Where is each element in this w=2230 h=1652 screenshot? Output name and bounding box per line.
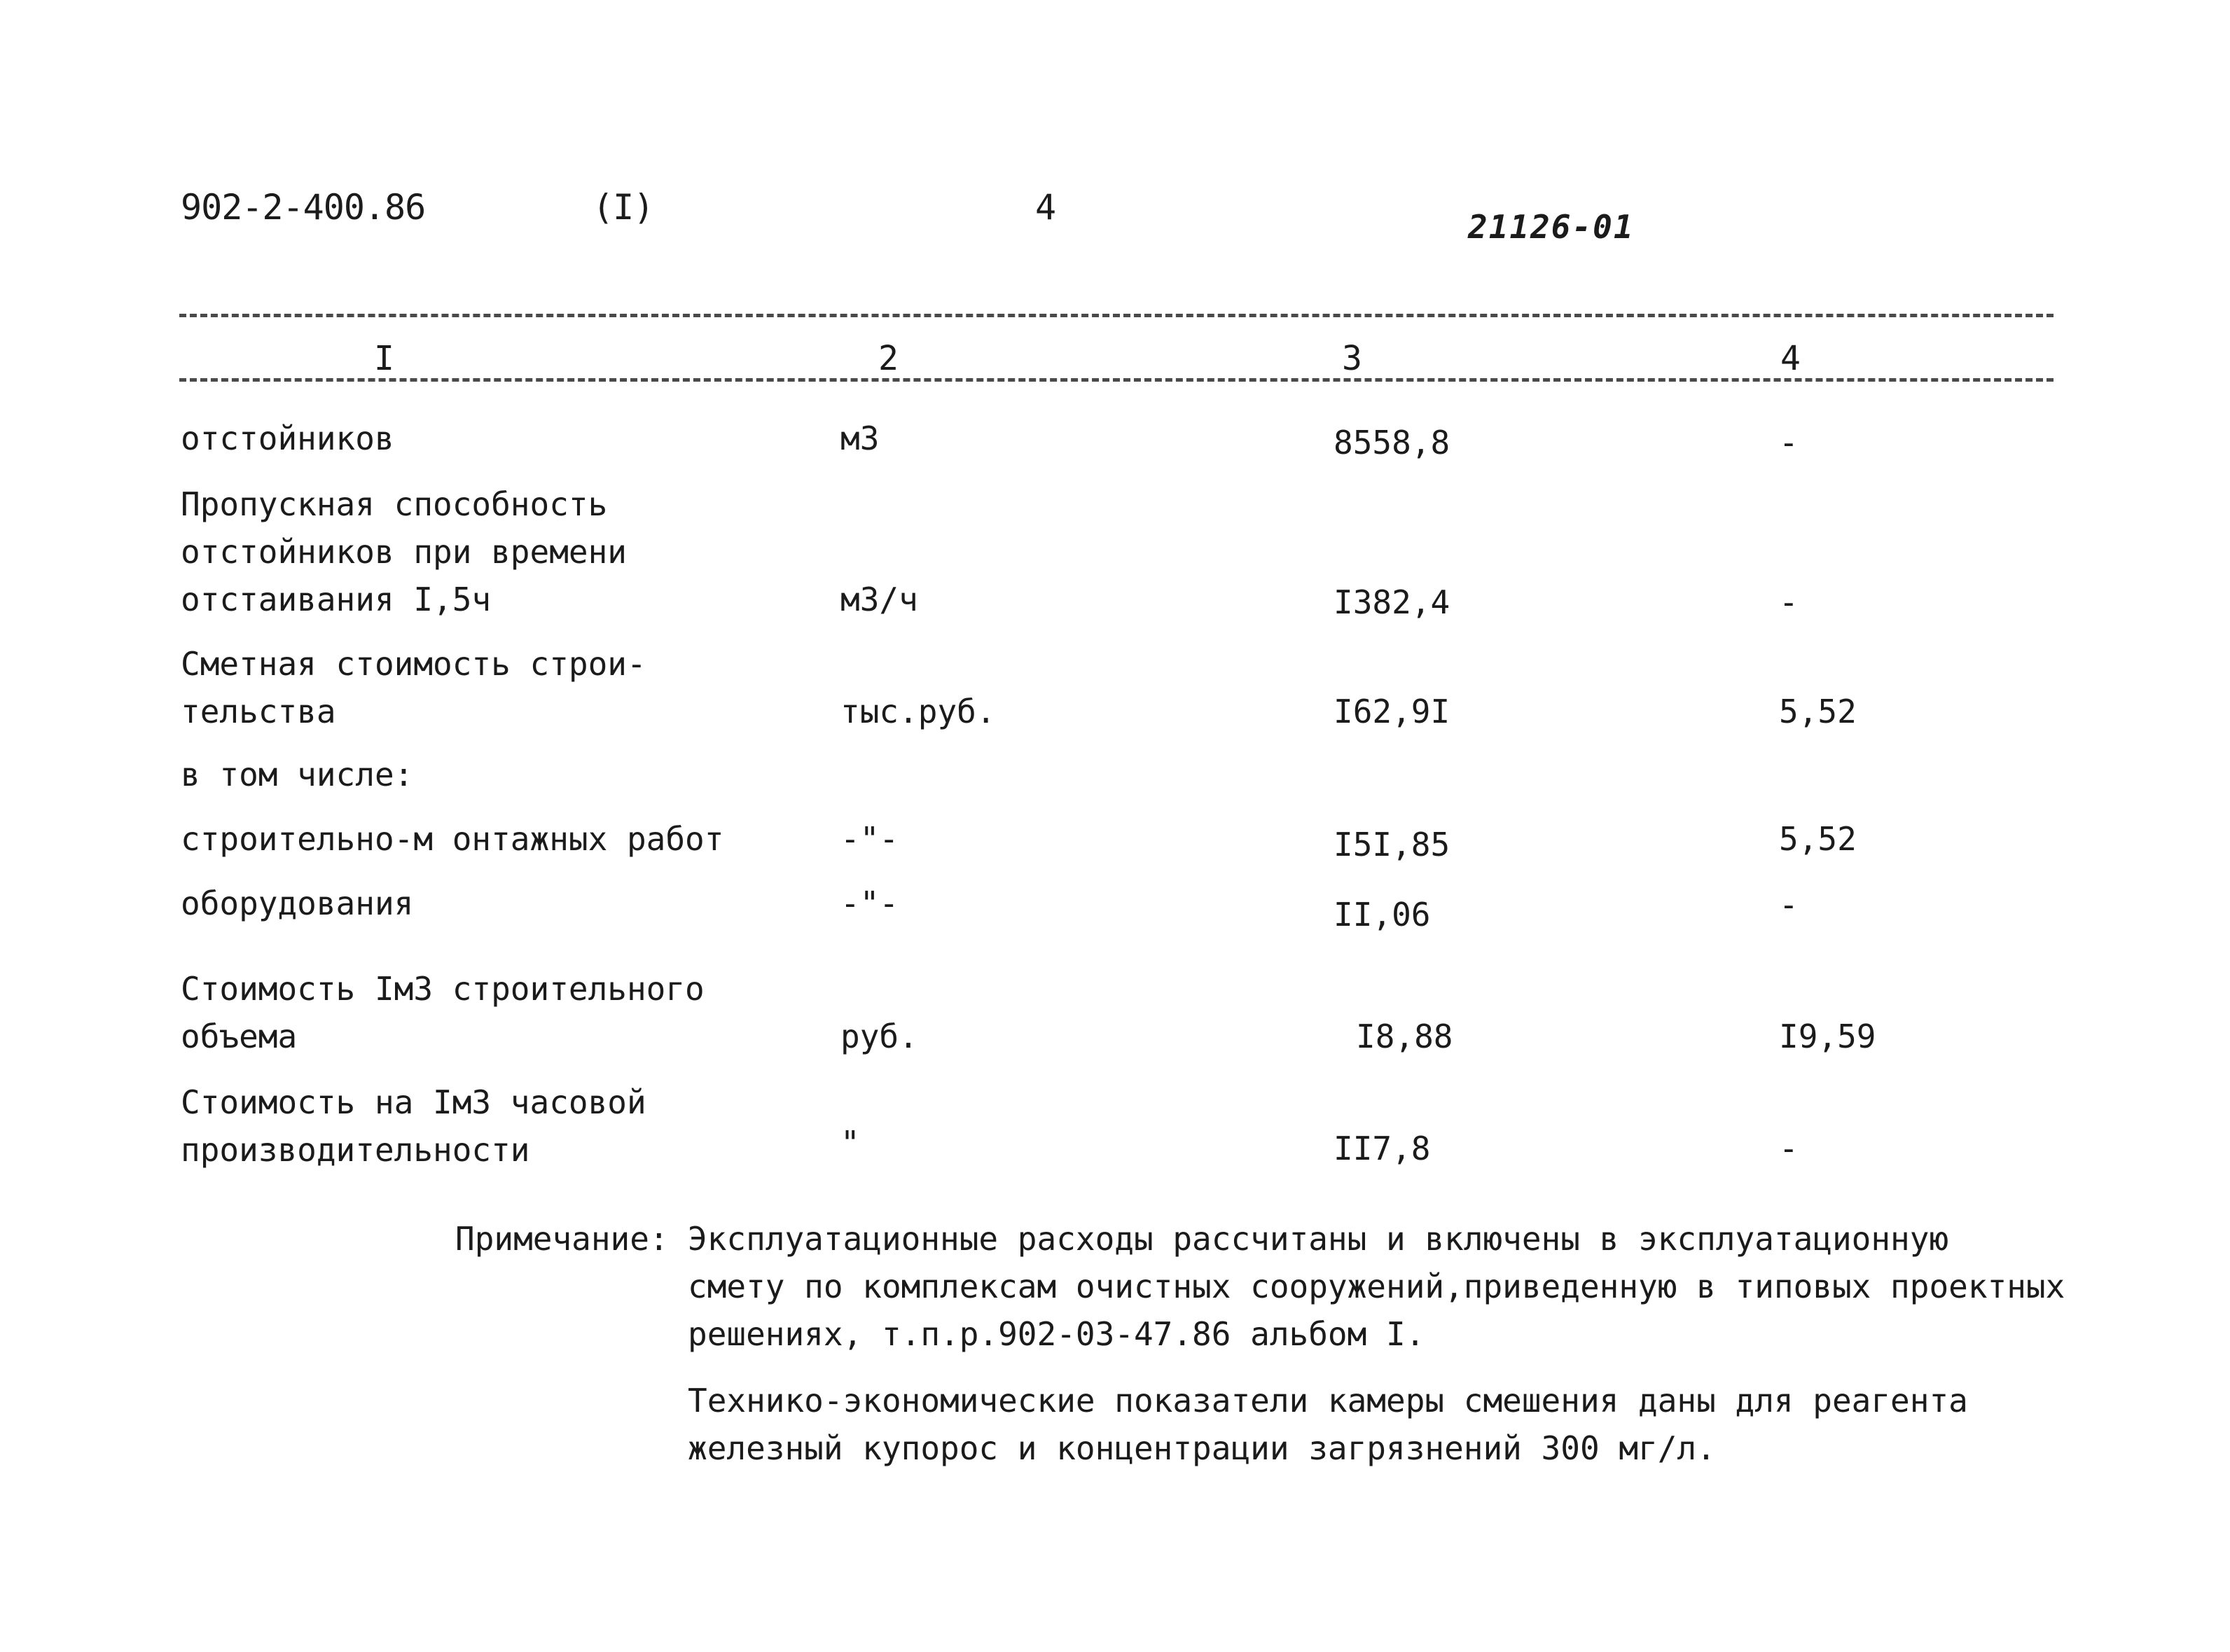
page-number: 4 <box>1035 187 1056 228</box>
row-param: оборудования <box>181 884 414 922</box>
column-number-2: 2 <box>874 339 903 378</box>
row-unit: руб. <box>840 1018 918 1055</box>
column-number-rule <box>179 378 2054 382</box>
row-value2: - <box>1779 424 1799 461</box>
row-param: Пропускная способность <box>181 485 608 523</box>
row-value: I5I,85 <box>1334 826 1450 863</box>
row-param: в том числе: <box>181 756 414 793</box>
row-param: Стоимость IмЗ строительного <box>181 970 705 1008</box>
row-value: 8558,8 <box>1334 424 1450 461</box>
row-value2: - <box>1779 886 1799 924</box>
row-value2: 5,52 <box>1779 820 1857 858</box>
note-line: смету по комплексам очистных сооружений,приведенную в типовых проектных <box>688 1268 2065 1305</box>
row-value: I382,4 <box>1334 583 1450 621</box>
row-value: II7,8 <box>1334 1130 1431 1167</box>
row-unit: м3/ч <box>840 581 918 618</box>
row-value2: - <box>1779 583 1799 621</box>
inventory-number: 21126-01 <box>1468 208 1635 246</box>
column-number-3: 3 <box>1338 339 1366 378</box>
row-unit: м3 <box>840 419 880 457</box>
column-number-1: I <box>370 339 399 378</box>
row-param: строительно-м онтажных работ <box>181 820 724 858</box>
note-label: Примечание: <box>455 1220 669 1258</box>
row-param: отстойников <box>181 419 394 457</box>
row-param: Сметная стоимость строи- <box>181 645 646 683</box>
row-value2: - <box>1779 1130 1799 1167</box>
row-value: I62,9I <box>1334 693 1450 730</box>
row-value2: 5,52 <box>1779 693 1857 730</box>
note-line: решениях, т.п.р.902-03-47.86 альбом I. <box>688 1315 1425 1353</box>
row-unit: тыс.руб. <box>840 693 996 730</box>
table-top-rule <box>179 314 2054 317</box>
row-param: отстойников при времени <box>181 533 627 571</box>
row-param: объема <box>181 1018 298 1055</box>
document-code: 902-2-400.86 <box>181 187 426 228</box>
row-param: тельства <box>181 693 336 730</box>
column-number-4: 4 <box>1776 339 1805 378</box>
row-value: I8,88 <box>1356 1018 1453 1055</box>
note-line: железный купорос и концентрации загрязнений 300 мг/л. <box>688 1429 1716 1467</box>
row-unit: -"- <box>840 820 899 858</box>
row-unit: -"- <box>840 884 899 922</box>
row-param: отстаивания I,5ч <box>181 581 492 618</box>
row-value2: I9,59 <box>1779 1018 1876 1055</box>
row-param: Стоимость на IмЗ часовой <box>181 1083 646 1121</box>
row-param: производительности <box>181 1131 530 1169</box>
note-line: Эксплуатационные расходы рассчитаны и включены в эксплуатационную <box>688 1220 1949 1258</box>
note-line: Технико-экономические показатели камеры смешения даны для реагента <box>688 1382 1968 1420</box>
row-value: II,06 <box>1334 896 1431 933</box>
volume-number: (I) <box>593 187 654 228</box>
row-unit: " <box>840 1124 860 1162</box>
